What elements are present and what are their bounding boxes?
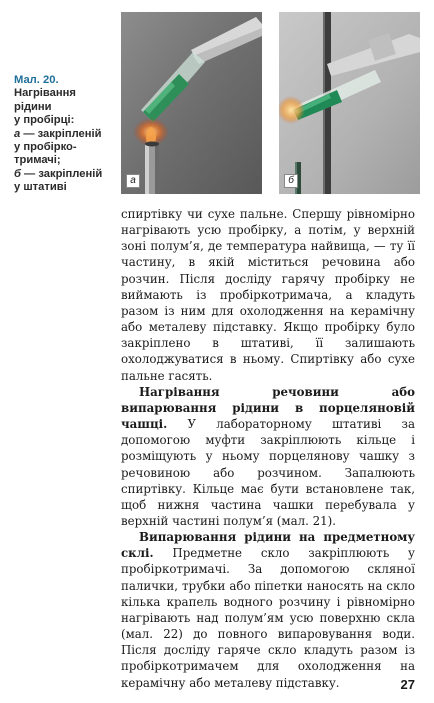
caption-line: у штативі [14, 181, 67, 194]
page-number: 27 [400, 677, 415, 692]
paragraph-2 [121, 384, 415, 529]
figure-caption [14, 74, 122, 195]
caption-line: у пробірці: [14, 114, 75, 127]
paragraph-3 [121, 529, 415, 691]
caption-item-a [14, 128, 122, 141]
caption-line: рідини [14, 100, 52, 113]
photo-test-tube-in-holder [121, 12, 262, 194]
photo-test-tube-in-stand [279, 12, 420, 194]
paragraph-3-text: Предметне скло закріплюють у пробіркотримачі. За допомогою скляної палички, трубки або піпетки наносять на скло кілька крапель водного розчину і рівномірно нагрівають над полум’ям усю поверхню скла (мал. 22) до повного випаровування води. Після досліду гаряче скло кладуть разом із пробіркотримачем для охолодження на керамічну або металеву підставку. [121, 546, 415, 690]
caption-letter-b: б [14, 167, 21, 180]
caption-letter-a: а [14, 127, 21, 140]
caption-line: у пробірко- [14, 141, 77, 154]
caption-text: — закріпленій [20, 167, 103, 180]
caption-text: — закріпленій [20, 127, 102, 140]
paragraph-2-text: У лабораторному штативі за допомогою муфти закріплюють кільце і розміщують у ньому порцелянову чашку з речовиною або розчином. Запалюють спиртівку. Кільце має бути встановлене так, щоб нижня частина чашки перебувала у верхній частині полум’я (мал. 21). [121, 417, 415, 528]
caption-line: тримачі; [14, 154, 61, 167]
paragraph-3-heading: Випарювання рідини на предметному склі. [121, 530, 415, 561]
paragraph-1: спиртівку чи сухе пальне. Спершу рівномірно нагрівають усю пробірку, а потім, у верхній зоні полум’я, де температура найвища, — ту її частину, в якій міститься речовина або розчин. Після досліду гарячу пробірку не виймають із пробіркотримача, а кладуть разом із ним для охолодження на керамічну або металеву підставку. Якщо пробірку було закріплено в штативі, її залишають охолоджуватися в ньому. Спиртівку або сухе пальне гасять. [121, 207, 415, 383]
photo-label-a: а [126, 174, 140, 188]
caption-item-b [14, 168, 122, 181]
body-text [121, 206, 415, 691]
photo-label-b: б [284, 174, 298, 188]
photo-a-illustration [121, 12, 262, 194]
caption-title: Мал. 20. [14, 74, 59, 86]
photo-b-illustration [279, 12, 420, 194]
paragraph-2-heading: Нагрівання речовини або випарювання рідини в порцеляновій чашці. [121, 384, 415, 432]
caption-line: Нагрівання [14, 87, 76, 100]
